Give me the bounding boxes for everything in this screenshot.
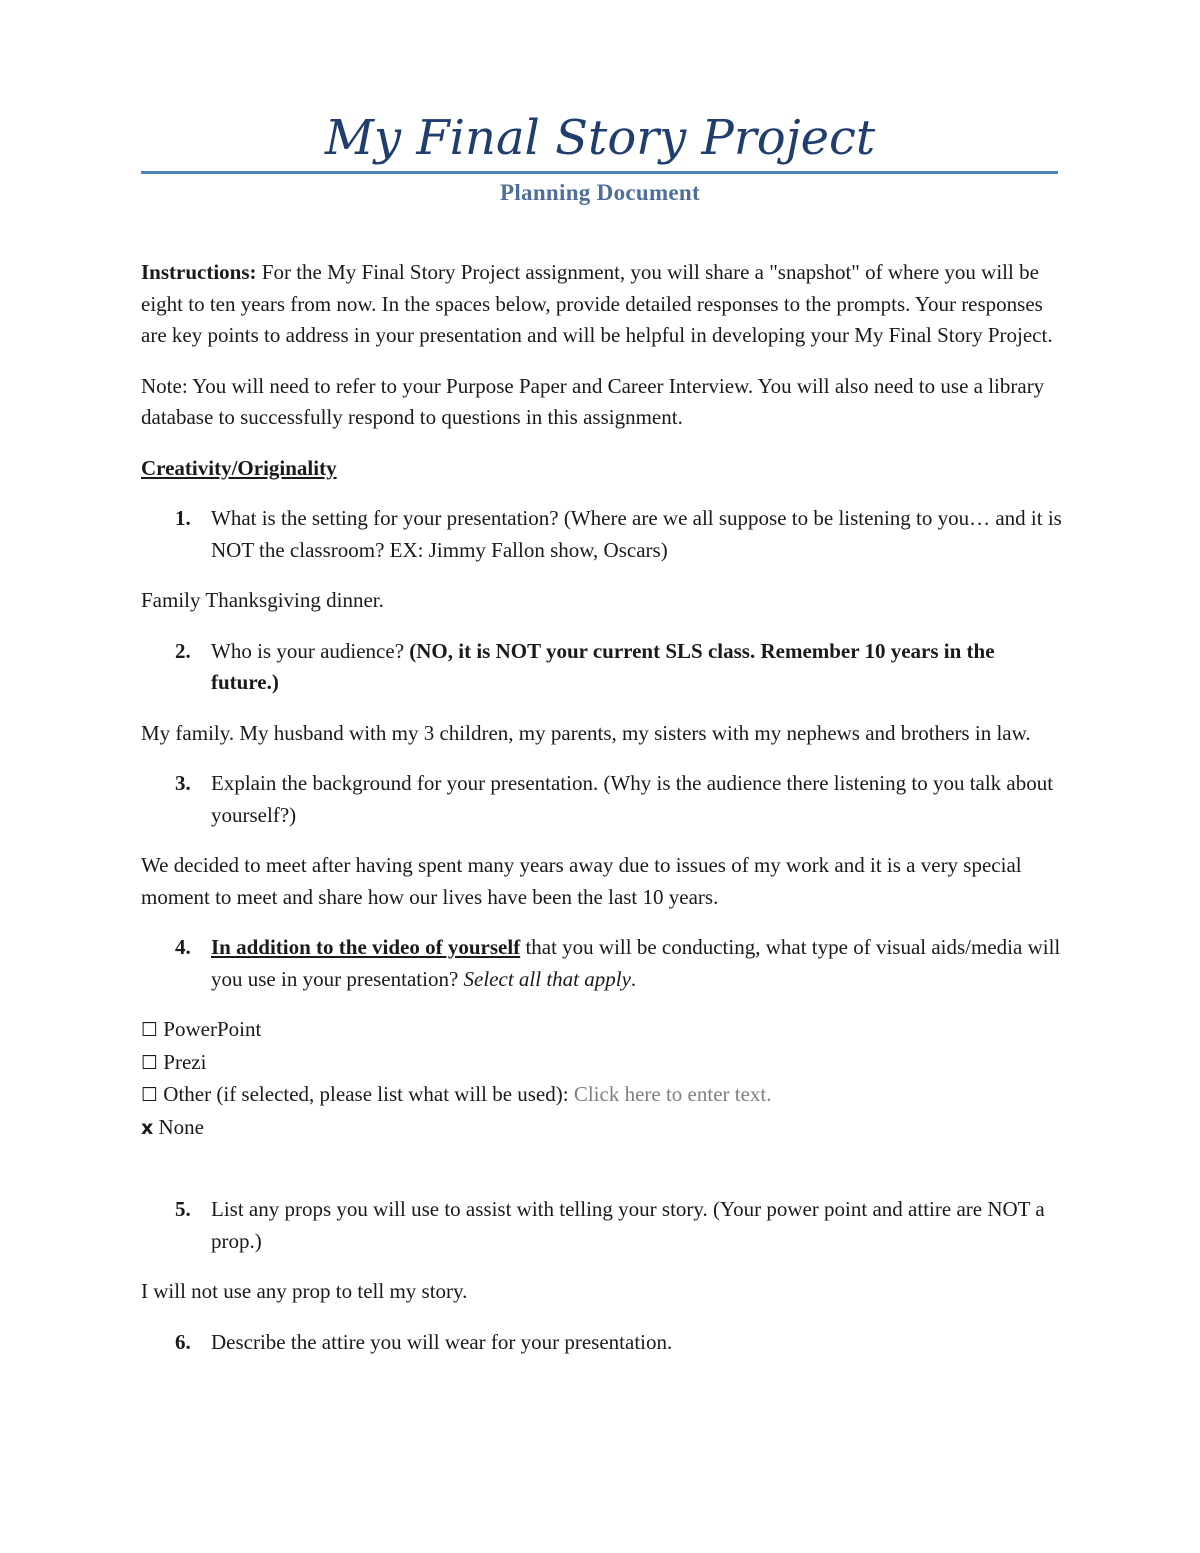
checkbox-icon[interactable]: ☐ <box>141 1084 159 1106</box>
question-end: . <box>630 966 637 991</box>
question-number: 1. <box>175 506 191 530</box>
question-2 <box>141 636 1063 699</box>
other-text-field[interactable]: Click here to enter text. <box>573 1082 772 1106</box>
answer-1[interactable]: Family Thanksgiving dinner. <box>141 588 384 612</box>
question-emphasis: (NO, it is NOT your current SLS class. Remember 10 years in the future.) <box>211 638 995 694</box>
question-number: 3. <box>175 771 191 795</box>
question-text: that you will be conducting, what type of visual aids/media will you use in your presentation? <box>211 935 1061 991</box>
title-rule <box>141 171 1058 174</box>
question-1 <box>141 503 1063 566</box>
option-label: None <box>153 1114 205 1139</box>
note-paragraph: Note: You will need to refer to your Purpose Paper and Career Interview. You will also need to use a library database to successfully respond to questions in this assignment. <box>141 373 1045 429</box>
section-heading: Creativity/Originality <box>141 455 337 480</box>
document-subtitle: Planning Document <box>500 180 700 205</box>
media-options <box>141 1014 1063 1144</box>
question-4 <box>141 932 1063 995</box>
option-other[interactable] <box>141 1079 1063 1112</box>
option-none[interactable] <box>141 1112 1063 1145</box>
answer-2[interactable]: My family. My husband with my 3 children, my parents, my sisters with my nephews and brothers in law. <box>141 720 1031 745</box>
question-number: 2. <box>175 638 191 663</box>
question-6 <box>141 1327 1063 1359</box>
option-powerpoint[interactable] <box>141 1014 1063 1047</box>
question-text: What is the setting for your presentation? (Where are we all suppose to be listening to you… and it is NOT the classroom? EX: Jimmy Fallon show, Oscars) <box>211 506 1062 562</box>
answer-5[interactable]: I will not use any prop to tell my story. <box>141 1279 468 1303</box>
instructions-paragraph <box>141 257 1063 352</box>
question-italic: Select all that apply <box>463 966 631 991</box>
instructions-label: Instructions: <box>141 260 257 284</box>
question-number: 5. <box>175 1197 191 1221</box>
option-label: Prezi <box>158 1049 207 1074</box>
option-prezi[interactable] <box>141 1047 1063 1080</box>
answer-3[interactable]: We decided to meet after having spent many years away due to issues of my work and it is a very special moment to meet and share how our lives have been the last 10 years. <box>141 853 1022 909</box>
question-number: 4. <box>175 935 191 959</box>
question-text: Explain the background for your presentation. (Why is the audience there listening to you talk about yourself?) <box>211 771 1054 827</box>
checkbox-icon[interactable]: ☐ <box>141 1019 159 1041</box>
question-text: List any props you will use to assist with telling your story. (Your power point and attire are NOT a prop.) <box>211 1197 1045 1253</box>
document-title: My Final Story Project <box>324 110 876 166</box>
question-emphasis: In addition to the video of yourself <box>211 935 521 959</box>
checkbox-icon[interactable]: ☐ <box>141 1051 159 1074</box>
question-text: Describe the attire you will wear for your presentation. <box>211 1329 673 1354</box>
document-body <box>141 257 1063 1377</box>
question-3 <box>141 768 1063 831</box>
option-label: PowerPoint <box>158 1017 262 1041</box>
option-label: Other (if selected, please list what will be used): <box>158 1082 574 1106</box>
question-text: Who is your audience? <box>211 638 410 663</box>
instructions-text: For the My Final Story Project assignment, you will share a "snapshot" of where you will be eight to ten years from now. In the spaces below, provide detailed responses to the prompts. Your responses are key points to address in your presentation and will be helpful in developing your My Final Story Project. <box>141 260 1053 347</box>
question-5 <box>141 1194 1063 1257</box>
checked-x-icon[interactable]: x <box>141 1116 154 1139</box>
question-number: 6. <box>175 1329 191 1354</box>
